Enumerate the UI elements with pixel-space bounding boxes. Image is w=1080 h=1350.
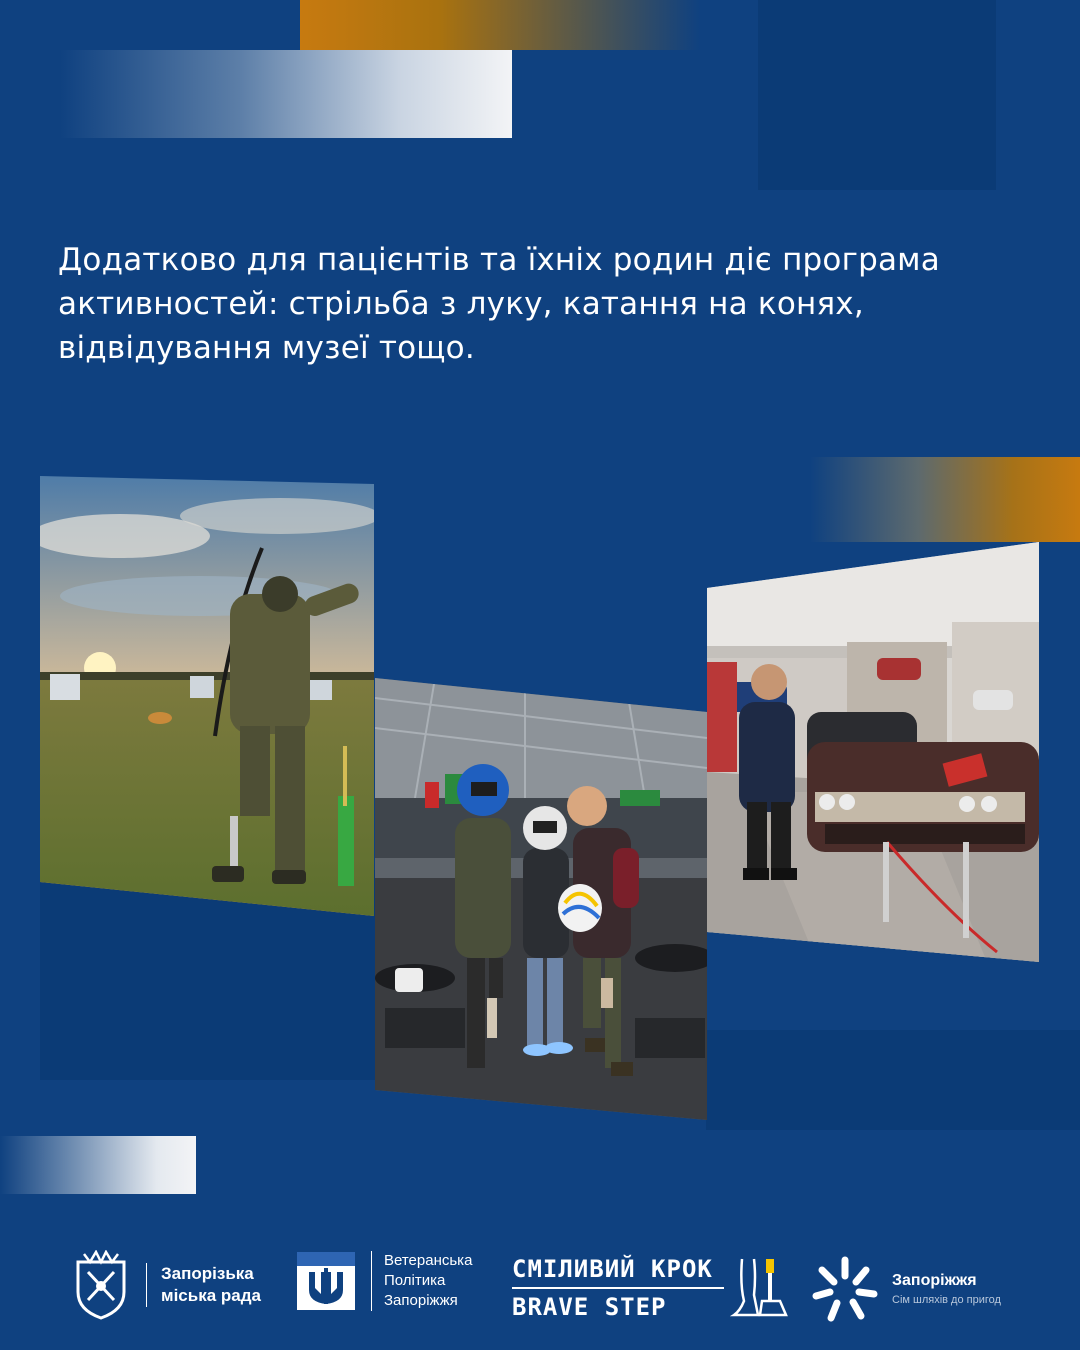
headline-text: Додатково для пацієнтів та їхніх родин діє програма активностей: стрільба з луку, катання на конях, відвідування музеї тощо. bbox=[58, 242, 940, 366]
brave-step-en: BRAVE STEP bbox=[512, 1293, 667, 1321]
museum-photo bbox=[707, 542, 1039, 962]
seven-paths-star-icon bbox=[808, 1252, 882, 1326]
city-council-logo bbox=[70, 1250, 261, 1320]
archery-photo bbox=[40, 476, 374, 916]
city-council-line2: міська рада bbox=[161, 1286, 261, 1305]
veteran-trident-icon bbox=[295, 1250, 357, 1312]
brave-step-wordmark bbox=[512, 1254, 724, 1322]
veteran-policy-line3: Запоріжжя bbox=[384, 1292, 458, 1309]
zaporizhzhia-slogan: Сім шляхів до пригод bbox=[892, 1294, 1001, 1306]
brave-step-logo bbox=[512, 1254, 790, 1322]
decor-white-bar-bottom bbox=[0, 1136, 196, 1194]
city-council-line1: Запорізька bbox=[161, 1264, 254, 1283]
veteran-policy-line1: Ветеранська bbox=[384, 1252, 473, 1269]
decor-orange-bar-top bbox=[300, 0, 700, 50]
zaporizhzhia-tourism-logo bbox=[808, 1252, 1001, 1326]
zaporizhzhia-title: Запоріжжя bbox=[892, 1272, 977, 1289]
brave-step-divider bbox=[512, 1287, 724, 1289]
decor-block-top-right bbox=[758, 0, 996, 190]
prosthetic-leg-icon bbox=[730, 1255, 790, 1321]
decor-orange-bar-mid bbox=[810, 457, 1080, 542]
zaporizhzhia-text bbox=[892, 1272, 1001, 1306]
veteran-policy-line2: Політика bbox=[384, 1272, 446, 1289]
decor-block-bottom-right bbox=[706, 1030, 1080, 1130]
veteran-policy-logo bbox=[295, 1250, 472, 1312]
karting-photo bbox=[375, 678, 707, 1120]
brave-step-ua: СМІЛИВИЙ КРОК bbox=[512, 1255, 713, 1283]
city-coat-of-arms-icon bbox=[70, 1250, 132, 1320]
partner-logos bbox=[0, 1230, 1080, 1350]
city-council-name bbox=[146, 1263, 261, 1307]
decor-white-bar-top bbox=[60, 50, 512, 138]
veteran-policy-name bbox=[371, 1251, 472, 1311]
